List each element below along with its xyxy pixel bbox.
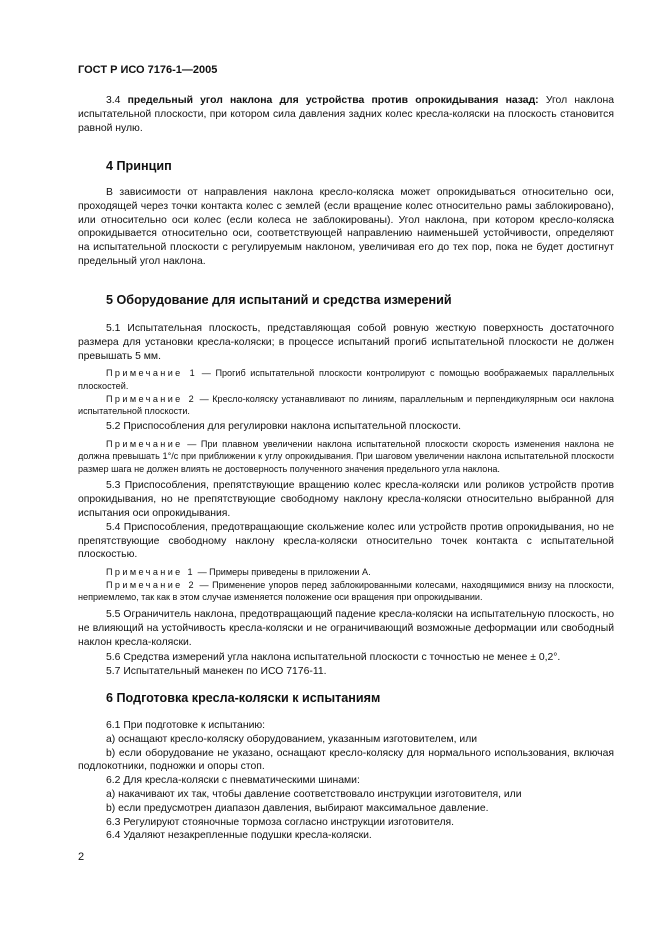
clause-number: 3.4 (106, 95, 121, 106)
item-6-2-a: a) накачивают их так, чтобы давление соответствовало инструкции изготовителя, или (106, 788, 522, 800)
paragraph-5-2: 5.2 Приспособления для регулировки наклона испытательной плоскости. (106, 420, 462, 432)
paragraph-5-4: 5.4 Приспособления, предотвращающие скольжение колес или устройств против опрокидывания, но не препятствующие свободному наклону кресла-коляски относительно точек контакта с испытательной плоскостью. (78, 521, 614, 561)
paragraph-5-6: 5.6 Средства измерений угла наклона испытательной плоскости с точностью не менее ± 0,2°. (106, 652, 561, 664)
term: предельный угол наклона для устройства против опрокидывания назад: (127, 95, 539, 106)
document-page (78, 0, 614, 936)
section-5-body (78, 322, 614, 679)
section-4-body (78, 186, 614, 269)
item-6-1-b: b) если оборудование не указано, оснащают кресло-коляску для нормального использования, включая подлокотники, подножки и опоры стоп. (78, 747, 614, 773)
note-5-1-2: Примечание 2 — Кресло-коляску устанавливают по линиям, параллельным и перпендикулярным оси наклона испытательной плоскости. (78, 393, 614, 417)
paragraph-5-1: 5.1 Испытательная плоскость, представляющая собой ровную жесткую поверхность достаточного размера для установки кресла-коляски; в процессе испытаний прогиб испытательной плоскости не должен превышать 5 мм. (78, 323, 614, 362)
item-6-2-b: b) если предусмотрен диапазон давления, выбирают максимальное давление. (106, 802, 489, 814)
section-6 (78, 692, 614, 706)
section-5 (78, 294, 614, 308)
section-title: 5 Оборудование для испытаний и средства измерений (106, 293, 452, 307)
note-5-2: Примечание — При плавном увеличении наклона испытательной плоскости скорость изменения наклона не должна превышать 1°/с при приближении к углу опрокидывания. При шаговом увеличении наклона испытательной плоскости размер шага не должен влиять не достоверность полученного значения предельного угла наклона. (78, 438, 614, 474)
paragraph-6-3: 6.3 Регулируют стояночные тормоза согласно инструкции изготовителя. (106, 816, 455, 828)
section-6-body (78, 719, 614, 843)
paragraph-6-4: 6.4 Удаляют незакрепленные подушки кресла-коляски. (106, 830, 372, 842)
clause-3-4 (78, 94, 614, 135)
note-5-4-1: Примечание 1 — Примеры приведены в приложении А. (106, 567, 371, 578)
paragraph-6-2: 6.2 Для кресла-коляски с пневматическими шинами: (106, 775, 360, 787)
note-5-1-1: Примечание 1 — Прогиб испытательной плоскости контролируют с помощью воображаемых параллельных плоскостей. (78, 368, 614, 391)
item-6-1-a: a) оснащают кресло-коляску оборудованием, указанным изготовителем, или (106, 733, 478, 745)
page-number: 2 (78, 851, 85, 863)
document-header: ГОСТ Р ИСО 7176-1—2005 (78, 64, 218, 76)
section-title: 6 Подготовка кресла-коляски к испытаниям (106, 691, 381, 705)
paragraph-5-3: 5.3 Приспособления, препятствующие вращению колес кресла-коляски или роликов устройств против опрокидывания, но не препятствующие свободному наклону кресла-коляски относительно выбранной для испытания оси опрокидывания. (78, 480, 614, 519)
paragraph: В зависимости от направления наклона кресло-коляска может опрокидываться относительно оси, проходящей через точки контакта колес с землей (если вращение колес относительно рамы заблокировано), или относительно оси колес (если колеса не заблокированы). Угол наклона, при котором кресло-коляска опрокидывается относительно оси, соответствующей направлению наименьшей устойчивости, определяют на испытательной плоскости с регулируемым наклоном, увеличивая его до тех пор, пока не будет достигнут предельный угол наклона. (78, 187, 614, 267)
paragraph-5-7: 5.7 Испытательный манекен по ИСО 7176-11. (106, 666, 327, 678)
definition: Угол наклона испытательной плоскости, при котором сила давления задних колес кресла-коляски на плоскость становится равной нулю. (78, 95, 614, 134)
section-title: 4 Принцип (106, 159, 172, 173)
paragraph-5-5: 5.5 Ограничитель наклона, предотвращающий падение кресла-коляски на испытательную плоскость, но не влияющий на устойчивость кресла-коляски и не ограничивающий возможные деформации или свободный наклон кресла-коляски. (78, 608, 614, 648)
paragraph-6-1: 6.1 При подготовке к испытанию: (106, 720, 266, 731)
section-4 (78, 160, 614, 174)
note-5-4-2: Примечание 2 — Применение упоров перед заблокированными колесами, находящимися внизу на плоскости, неприемлемо, так как в этом случае изменяется положение оси вращения при опрокидывании. (78, 579, 614, 603)
